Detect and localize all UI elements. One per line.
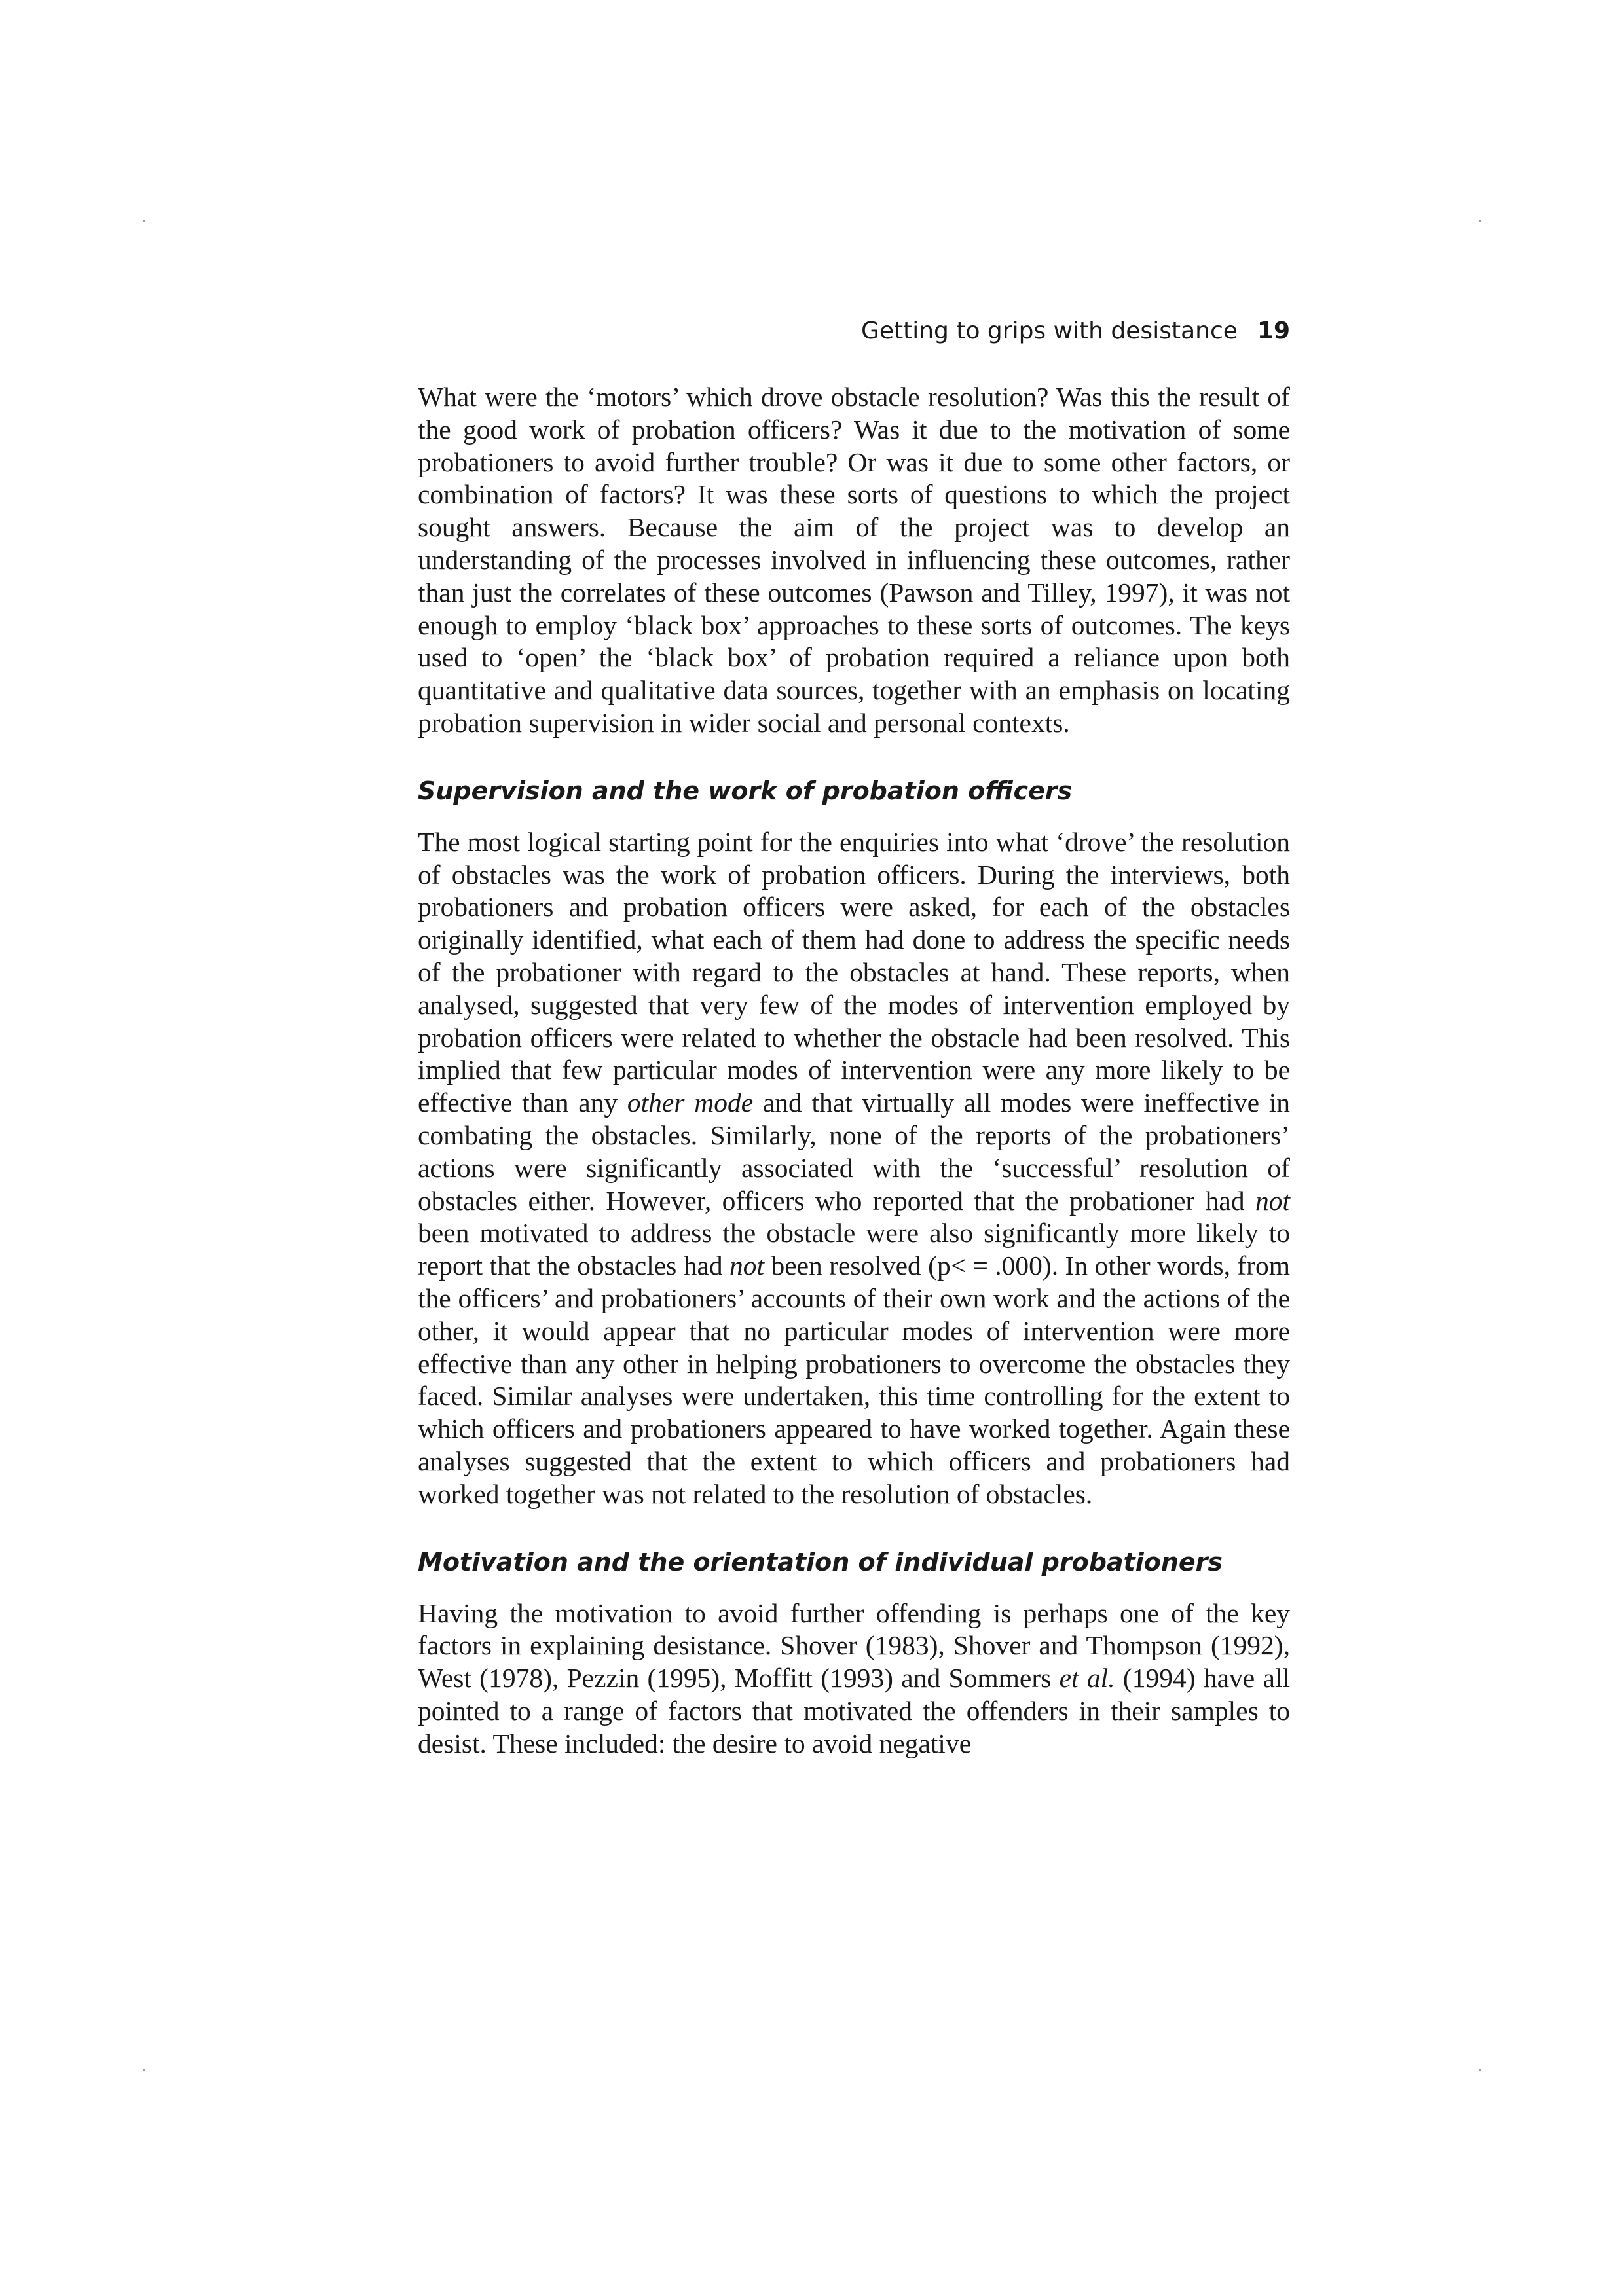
paragraph-supervision-text-1: The most logical starting point for the enquiries into what ‘drove’ the resolution of obstacles was the work of probation officers. During the interviews, both probationers and probation officers were asked, for each of the obstacles originally identified, what each of them had done to address the specific needs of the probationer with regard to the obstacles at hand. These reports, when analysed, suggested that very few of the modes of intervention employed by probation officers were related to whether the obstacle had been resolved. This implied that few particular modes of intervention were any more likely to be effective than any: [418, 826, 1290, 1118]
running-head: [786, 316, 1290, 347]
page-number: 19: [1257, 318, 1290, 344]
section-heading-supervision: Supervision and the work of probation officers: [418, 776, 1073, 805]
emphasis-not-2: not: [729, 1250, 765, 1281]
paragraph-motivation: [418, 1597, 1290, 1760]
paragraph-motors: What were the ‘motors’ which drove obstacle resolution? Was this the result of the good work of probation officers? Was it due to the motivation of some probationers to avoid further trouble? Or was it due to some other factors, or combination of factors? It was these sorts of questions to which the project sought answers. Because the aim of the project was to develop an understanding of the processes involved in influencing these outcomes, rather than just the correlates of these outcomes (Pawson and Tilley, 1997), it was not enough to employ ‘black box’ approaches to these sorts of outcomes. The keys used to ‘open’ the ‘black box’ of probation required a reliance upon both quantitative and qualitative data sources, together with an emphasis on locating probation supervision in wider social and personal contexts.: [418, 382, 1290, 738]
paragraph-supervision-text-3: been motivated to address the obstacle were also significantly more likely to report that the obstacles had: [418, 1218, 1290, 1281]
crop-mark-top-right: [1479, 220, 1481, 222]
crop-mark-bottom-right: [1479, 2069, 1481, 2071]
emphasis-other-mode: other mode: [627, 1087, 754, 1118]
paragraph-supervision-text-4: been resolved (p< = .000). In other words, from the officers’ and probationers’ accounts of their own work and the actions of the other, it would appear that no particular modes of intervention were more effective than any other in helping probationers to overcome the obstacles they faced. Similar analyses were undertaken, this time controlling for the extent to which officers and probationers appeared to have worked together. Again these analyses suggested that the extent to which officers and probationers had worked together was not related to the resolution of obstacles.: [418, 1250, 1291, 1509]
running-head-title: Getting to grips with desistance: [860, 318, 1238, 344]
body-text: [418, 381, 1290, 1760]
paragraph-motivation-text-2: (1994) have all pointed to a range of factors that motivated the offenders in their samples to desist. These included: the desire to avoid negative: [418, 1663, 1291, 1758]
paragraph-supervision: [418, 826, 1290, 1511]
paragraph-motivation-text-1: Having the motivation to avoid further offending is perhaps one of the key factors in explaining desistance. Shover (1983), Shover and Thompson (1992), West (1978), Pezzin (1995), Moffitt (1993) and Sommers: [418, 1597, 1290, 1694]
paragraph-supervision-text-2: and that virtually all modes were ineffective in combating the obstacles. Similarly, none of the reports of the probationers’ actions were significantly associated with the ‘successful’ resolution of obstacles either. However, officers who reported that the probationer had: [418, 1087, 1291, 1216]
emphasis-et-al: et al.: [1059, 1663, 1115, 1694]
crop-mark-top-left: [143, 220, 145, 222]
emphasis-not-1: not: [1255, 1185, 1291, 1216]
crop-mark-bottom-left: [143, 2069, 145, 2071]
section-heading-motivation: Motivation and the orientation of individual probationers: [418, 1547, 1223, 1576]
